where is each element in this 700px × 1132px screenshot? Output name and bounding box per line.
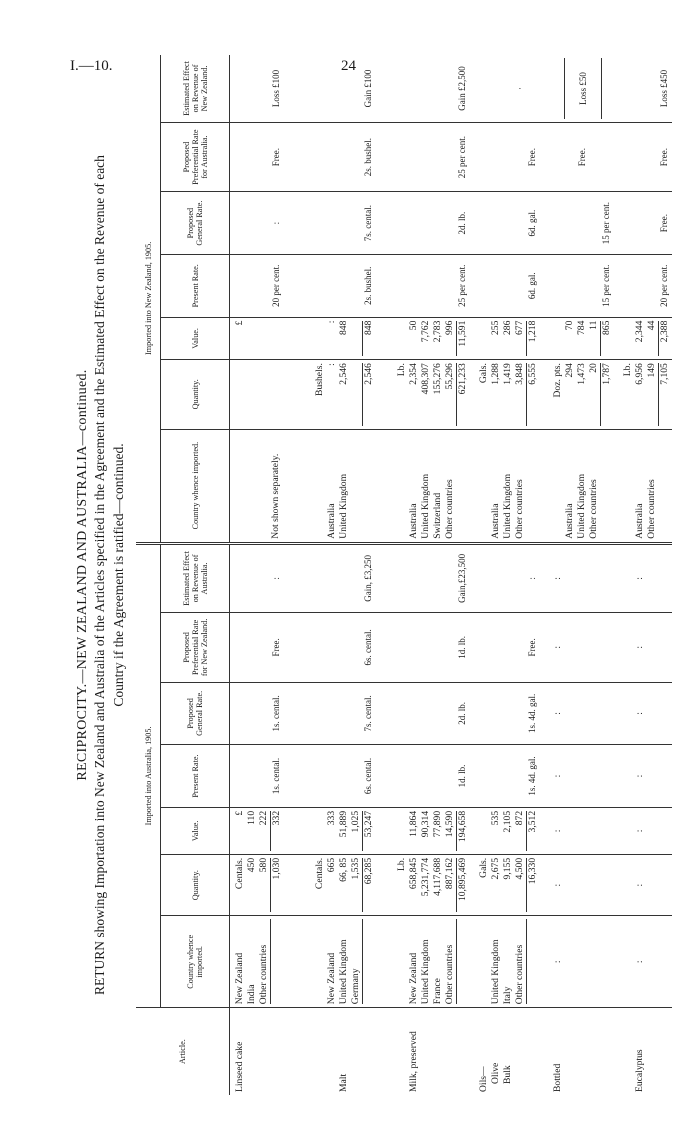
table-row bbox=[474, 55, 548, 1095]
general-rate: 7s. cental. bbox=[362, 204, 373, 242]
dots: : bbox=[551, 883, 563, 887]
title-line-1: RECIPROCITY.—NEW ZEALAND AND AUSTRALIA—continued. bbox=[75, 369, 90, 781]
value: 872 bbox=[513, 810, 525, 826]
quantity: 20 bbox=[587, 363, 599, 373]
article-linseed-cake: Linseed cake bbox=[234, 1041, 245, 1092]
present-rate: 20 per cent. bbox=[271, 264, 281, 307]
list-item: Other countries bbox=[513, 944, 525, 1005]
value: 2,783 bbox=[431, 320, 443, 343]
pref-rate: Free. bbox=[526, 147, 537, 167]
pref-rate: Free. bbox=[526, 638, 537, 657]
dots: : bbox=[633, 646, 645, 649]
total-value: 1,218 bbox=[526, 321, 539, 357]
dots: : bbox=[325, 320, 337, 324]
quantity: 1,535 bbox=[349, 857, 361, 880]
total-value: 194,658 bbox=[456, 811, 469, 851]
col-nz-effect: Estimated Effect on Revenue of New Zealand. bbox=[161, 55, 230, 122]
value: 848 bbox=[337, 320, 349, 335]
col-nz-pref-aus: Proposed Preferential Rate for Australia. bbox=[161, 122, 230, 191]
quantity: 4,500 bbox=[513, 857, 525, 880]
total-value: 53,247 bbox=[362, 811, 375, 851]
col-nz-general-rate: Proposed General Rate. bbox=[161, 192, 230, 255]
dots: : bbox=[633, 960, 645, 964]
quantity: 2,354 bbox=[407, 363, 419, 385]
quantity: 66, 85 bbox=[337, 857, 349, 882]
table-row bbox=[548, 55, 618, 1095]
value: 2,105 bbox=[501, 810, 513, 833]
total-quantity: 6,555 bbox=[526, 363, 539, 425]
revenue-effect: Gain, £3,250 bbox=[362, 555, 373, 602]
pref-rate: 2s. bushel. bbox=[362, 137, 373, 177]
col-nz-country: Country whence imported. bbox=[161, 429, 230, 543]
dots: : bbox=[633, 829, 645, 833]
value: 7,762 bbox=[419, 320, 431, 343]
list-item: Other countries bbox=[258, 944, 269, 1005]
quantity: 408,307 bbox=[419, 363, 431, 395]
list-item: United Kingdom bbox=[575, 473, 587, 539]
page-number: 24 bbox=[341, 58, 356, 74]
col-article: Article. bbox=[136, 1008, 230, 1095]
group-australia: Imported into Australia, 1905. bbox=[136, 543, 161, 1008]
unit: Lb. bbox=[395, 857, 407, 871]
value: 11,864 bbox=[407, 810, 419, 837]
group-new-zealand: Imported into New Zealand, 1905. bbox=[136, 55, 161, 543]
table-row bbox=[310, 55, 392, 1095]
article-oils: Oils— bbox=[477, 1066, 489, 1092]
col-nz-present-rate: Present Rate. bbox=[161, 254, 230, 317]
reciprocity-table bbox=[136, 55, 672, 1095]
dots: : bbox=[551, 646, 563, 649]
value: 110 bbox=[246, 810, 257, 825]
dots: : bbox=[633, 883, 645, 887]
value: 255 bbox=[489, 320, 501, 335]
list-item: Australia bbox=[633, 503, 645, 539]
list-item: Other countries bbox=[587, 479, 599, 539]
col-nz-value: Value. bbox=[161, 317, 230, 360]
pref-rate: Free. bbox=[576, 147, 587, 167]
dots: · bbox=[514, 86, 525, 90]
unit: Lb. bbox=[395, 363, 407, 377]
currency-unit: £ bbox=[234, 320, 245, 326]
list-item: United Kingdom bbox=[337, 939, 349, 1005]
brace-bottom bbox=[589, 58, 602, 119]
title-line-2: RETURN showing Importation into New Zealand and Australia of the Articles specified in the Agreement and the Estimated Effect on the Revenue of each bbox=[92, 155, 107, 995]
value: 77,890 bbox=[431, 810, 443, 838]
dots: : bbox=[551, 577, 563, 580]
list-item: Italy bbox=[501, 986, 513, 1005]
general-rate: 7s. cental. bbox=[362, 695, 373, 732]
unit: Gals. bbox=[477, 363, 489, 384]
value: 14,590 bbox=[443, 810, 455, 838]
value: 222 bbox=[258, 810, 269, 826]
total-quantity: 10,895,469 bbox=[456, 858, 469, 913]
list-item: India bbox=[246, 984, 257, 1005]
list-item: Other countries bbox=[645, 479, 657, 539]
total-quantity: 1,030 bbox=[270, 858, 283, 913]
list-item: United Kingdom bbox=[419, 473, 431, 539]
quantity: 4,117,688 bbox=[431, 857, 443, 896]
total-quantity: 1,787 bbox=[600, 363, 613, 425]
col-aus-present-rate: Present Rate. bbox=[161, 745, 230, 808]
dots: : bbox=[551, 960, 563, 964]
quantity: 450 bbox=[246, 857, 257, 873]
rotated-table-page bbox=[66, 55, 670, 1095]
pref-rate: Free. bbox=[271, 638, 281, 657]
quantity: 1,288 bbox=[489, 363, 501, 385]
col-aus-general-rate: Proposed General Rate. bbox=[161, 682, 230, 745]
list-item: Other countries bbox=[443, 479, 455, 539]
unit: Bushels. bbox=[313, 363, 325, 396]
brace-top bbox=[564, 58, 577, 119]
total-quantity: 68,285 bbox=[362, 858, 375, 913]
article-malt: Malt bbox=[337, 1073, 349, 1092]
present-rate: 25 per cent. bbox=[456, 264, 467, 307]
quantity: 149 bbox=[645, 363, 657, 378]
quantity: 2,675 bbox=[489, 857, 501, 880]
general-rate: 1s. 4d. gal. bbox=[526, 693, 537, 733]
quantity: 5,231,774 bbox=[419, 857, 431, 897]
unit: Centals. bbox=[313, 857, 325, 890]
list-item: Other countries bbox=[443, 944, 455, 1005]
list-item: United Kingdom bbox=[337, 473, 349, 539]
quantity: 3,848 bbox=[513, 363, 525, 385]
quantity: 1,473 bbox=[575, 363, 587, 385]
article-milk-preserved: Milk, preserved bbox=[407, 1031, 419, 1092]
total-quantity: 621,233 bbox=[456, 363, 469, 425]
present-rate: 6s. cental. bbox=[362, 757, 373, 795]
list-item: United Kingdom bbox=[489, 939, 501, 1005]
unit: Centals. bbox=[234, 857, 245, 890]
quantity: 6,956 bbox=[633, 363, 645, 385]
quantity: 9,155 bbox=[501, 857, 513, 880]
list-item: Australia bbox=[407, 503, 419, 539]
col-aus-quantity: Quantity. bbox=[161, 854, 230, 916]
value: 11 bbox=[587, 320, 599, 330]
total-value: 332 bbox=[270, 811, 283, 851]
present-rate: 2s. bushel. bbox=[362, 266, 373, 305]
list-item: Australia bbox=[563, 503, 575, 539]
present-rate: 1s. cental. bbox=[271, 757, 281, 795]
list-item: New Zealand bbox=[325, 952, 337, 1005]
quantity: 580 bbox=[258, 857, 269, 873]
general-rate: 2d. lb. bbox=[456, 701, 467, 725]
pref-rate: 6s. cental. bbox=[362, 629, 373, 666]
list-item: Australia bbox=[489, 503, 501, 539]
total-value: 865 bbox=[600, 321, 613, 357]
sub-article-olive: Olive bbox=[489, 1062, 501, 1084]
revenue-effect: Loss £100 bbox=[271, 69, 281, 108]
dots: : bbox=[526, 577, 537, 580]
document-id: I.—10. bbox=[70, 58, 113, 74]
revenue-effect: Loss £50 bbox=[577, 72, 588, 105]
revenue-effect: Gain £2,500 bbox=[456, 66, 467, 111]
list-item: United Kingdom bbox=[501, 473, 513, 539]
value: 333 bbox=[325, 810, 337, 826]
value: 996 bbox=[443, 320, 455, 335]
currency-unit: £ bbox=[234, 810, 245, 816]
table-row bbox=[392, 55, 474, 1095]
article-bottled: Bottled bbox=[551, 1063, 563, 1092]
unit: Gals. bbox=[477, 857, 489, 878]
value: 50 bbox=[407, 320, 419, 331]
value: 677 bbox=[513, 320, 525, 335]
total-quantity: 7,105 bbox=[658, 363, 671, 425]
revenue-effect: Gain,£23,500 bbox=[456, 553, 467, 603]
col-aus-effect: Estimated Effect on Revenue of Australia. bbox=[161, 543, 230, 612]
dots: : bbox=[551, 712, 563, 715]
present-rate: 15 per cent. bbox=[600, 264, 611, 307]
list-item: New Zealand bbox=[407, 952, 419, 1005]
title-line-3: Country if the Agreement is ratified—continued. bbox=[111, 443, 126, 707]
general-rate: 6d. gal. bbox=[526, 209, 537, 237]
quantity: 55,296 bbox=[443, 363, 455, 390]
list-item: Other countries bbox=[513, 479, 525, 539]
total-value: 848 bbox=[362, 321, 375, 357]
dots: : bbox=[633, 712, 645, 715]
total-quantity: 2,546 bbox=[362, 363, 375, 425]
quantity: 294 bbox=[563, 363, 575, 378]
total-value: 11,591 bbox=[456, 321, 469, 357]
present-rate: 1s. 4d. gal. bbox=[526, 756, 537, 796]
present-rate: 1d. lb. bbox=[456, 764, 467, 788]
general-rate: 15 per cent. bbox=[600, 201, 611, 245]
pref-rate: 1d. lb. bbox=[456, 635, 467, 659]
dots: : bbox=[551, 829, 563, 833]
present-rate: 6d. gal. bbox=[526, 272, 537, 300]
pref-rate: Free. bbox=[271, 147, 281, 167]
list-item: Germany bbox=[349, 968, 361, 1005]
value: 70 bbox=[563, 320, 575, 331]
total-value: 2,388 bbox=[658, 321, 671, 357]
dots: : bbox=[551, 774, 563, 778]
pref-rate: Free. bbox=[658, 147, 669, 167]
dots: : bbox=[271, 221, 281, 225]
present-rate: 20 per cent. bbox=[658, 264, 669, 307]
unit: Lb. bbox=[621, 363, 633, 377]
list-item: Switzerland bbox=[431, 492, 443, 539]
value: 90,314 bbox=[419, 810, 431, 838]
general-rate: Free. bbox=[658, 213, 669, 233]
quantity: 1,419 bbox=[501, 363, 513, 385]
list-item: New Zealand bbox=[234, 952, 245, 1005]
list-item: France bbox=[431, 978, 443, 1005]
quantity: 155,276 bbox=[431, 363, 443, 395]
revenue-effect: Loss £450 bbox=[658, 69, 669, 108]
col-aus-pref-nz: Proposed Preferential Rate for New Zealand. bbox=[161, 613, 230, 682]
sub-article-bulk: Bulk bbox=[501, 1065, 513, 1084]
dots: : bbox=[325, 363, 337, 366]
value: 1,025 bbox=[349, 810, 361, 833]
general-rate: 1s. cental. bbox=[271, 695, 281, 732]
value: 51,889 bbox=[337, 810, 349, 838]
total-value: 3,512 bbox=[526, 811, 539, 851]
value: 44 bbox=[645, 320, 657, 331]
value: 535 bbox=[489, 810, 501, 826]
dots: : bbox=[271, 577, 281, 580]
quantity: 658,845 bbox=[407, 857, 419, 890]
value: 2,344 bbox=[633, 320, 645, 343]
list-item: Not shown separately. bbox=[270, 453, 281, 539]
dots: : bbox=[633, 774, 645, 778]
col-aus-value: Value. bbox=[161, 807, 230, 854]
table-row bbox=[230, 55, 310, 1095]
dots: : bbox=[633, 577, 645, 580]
value: 784 bbox=[575, 320, 587, 335]
list-item: Australia bbox=[325, 503, 337, 539]
unit: Doz. pts. bbox=[551, 363, 563, 398]
revenue-effect: Gain £100 bbox=[362, 69, 373, 108]
table-row bbox=[618, 55, 672, 1095]
pref-rate: 25 per cent. bbox=[456, 135, 467, 179]
value: 286 bbox=[501, 320, 513, 335]
total-quantity: 16,330 bbox=[526, 858, 539, 913]
general-rate: 2d. lb. bbox=[456, 211, 467, 235]
quantity: 887,162 bbox=[443, 857, 455, 890]
col-nz-quantity: Quantity. bbox=[161, 360, 230, 429]
list-item: United Kingdom bbox=[419, 939, 431, 1005]
col-aus-country: Country whence imported. bbox=[161, 916, 230, 1008]
quantity: 665 bbox=[325, 857, 337, 873]
article-eucalyptus: Eucalyptus bbox=[633, 1049, 645, 1092]
quantity: 2,546 bbox=[337, 363, 349, 385]
